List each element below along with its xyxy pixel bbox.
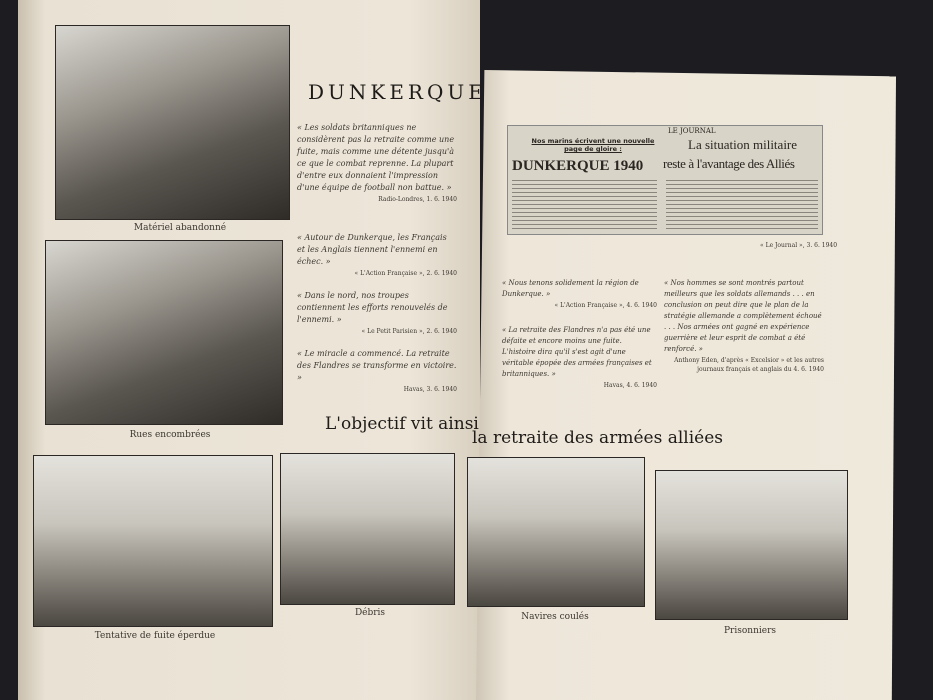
caption: Navires coulés bbox=[521, 612, 589, 622]
photo-abandoned-vehicles bbox=[55, 25, 290, 220]
quote: « Autour de Dunkerque, les Français et les Anglais tiennent l'ennemi en échec. » « L'Action Française », 2. 6. 1940 bbox=[297, 233, 457, 277]
quote: « La retraite des Flandres n'a pas été une défaite et encore moins une fuite. L'histoire dira qu'il s'est agit d'une véritable épopée des armées françaises et britanniques. » Havas, 4. 6. 1940 bbox=[502, 326, 657, 389]
photo-debris bbox=[280, 453, 455, 605]
headline-right: La situation militaire bbox=[688, 137, 798, 152]
photo-sunken-ship bbox=[467, 457, 645, 607]
quote: « Les soldats britanniques ne considèrent pas la retraite comme une fuite, mais comme une détente jusqu'à ce que le combat reprenne. La plupart d'entre eux donnaient l'impression d'une équipe de football non battue. » Radio-Londres, 1. 6. 1940 bbox=[297, 123, 457, 203]
article-text bbox=[512, 180, 657, 232]
caption: Débris bbox=[354, 608, 386, 618]
caption: Matériel abandonné bbox=[133, 223, 227, 233]
quote: « Nous tenons solidement la région de Dunkerque. » « L'Action Française », 4. 6. 1940 bbox=[502, 279, 657, 309]
headline-left: DUNKERQUE 1940 bbox=[512, 158, 644, 174]
page-title: DUNKERQUE bbox=[308, 80, 487, 104]
masthead: LE JOURNAL bbox=[668, 127, 716, 135]
section-heading-right: la retraite des armées alliées bbox=[472, 428, 723, 448]
photo-beach-vehicles bbox=[33, 455, 273, 627]
photo-ruined-street bbox=[45, 240, 283, 425]
quote: « Dans le nord, nos troupes contiennent les efforts renouvelés de l'ennemi. » « Le Petit Parisien », 2. 6. 1940 bbox=[297, 291, 457, 335]
clipping-source: « Le Journal », 3. 6. 1940 bbox=[760, 242, 838, 249]
quote: « Le miracle a commencé. La retraite des Flandres se transforme en victoire. » Havas, 3. 6. 1940 bbox=[297, 349, 457, 393]
caption: Tentative de fuite éperdue bbox=[94, 631, 216, 641]
article-text bbox=[666, 180, 818, 232]
kicker: Nos marins écrivent une nouvelle page de gloire : bbox=[531, 137, 655, 153]
newspaper-clipping bbox=[507, 125, 823, 235]
section-heading-left: L'objectif vit ainsi bbox=[325, 414, 479, 434]
caption: Prisonniers bbox=[724, 626, 776, 636]
photo-prisoners bbox=[655, 470, 848, 620]
caption: Rues encombrées bbox=[129, 430, 211, 440]
headline-right-2: reste à l'avantage des Alliés bbox=[663, 156, 795, 171]
quote: « Nos hommes se sont montrés partout meilleurs que les soldats allemands . . . en conclusion on peut dire que le plan de la stratégie allemande a complètement échoué . . . Nos armées ont gagné en expérience guerrière et leur esprit de combat a été renforcé. » Anthony Eden, d'après « Excelsior » et les autres journaux français et anglais du 4. 6. 1940 bbox=[664, 279, 824, 373]
